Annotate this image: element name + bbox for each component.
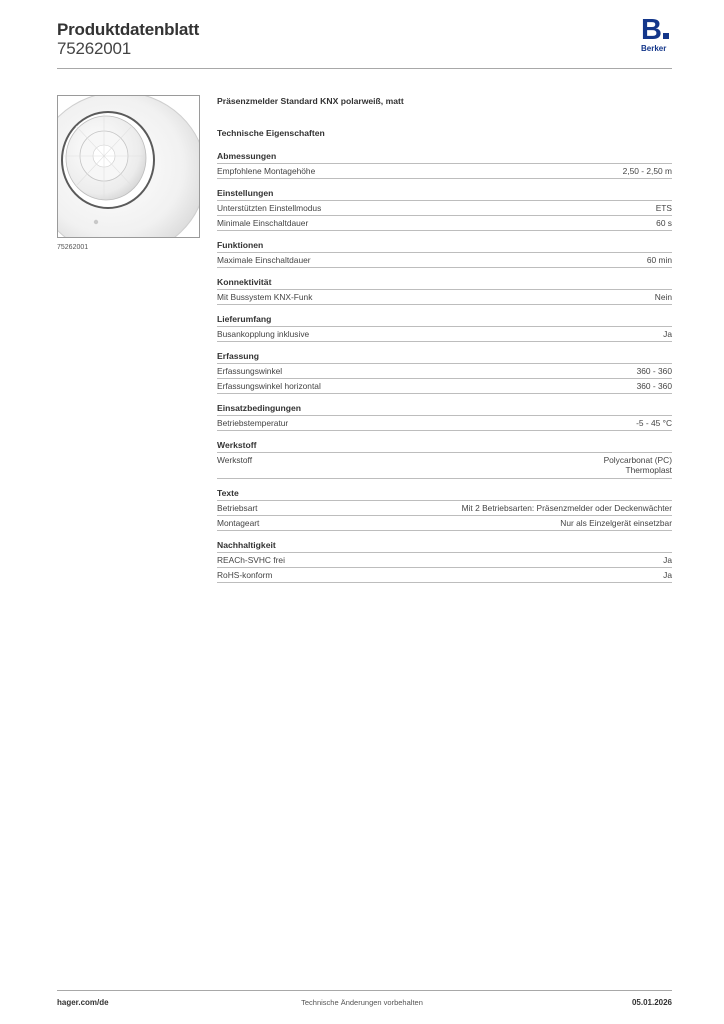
- product-image-caption: 75262001: [57, 244, 89, 251]
- spec-group-title: Erfassung: [217, 351, 672, 364]
- logo-dot: [663, 33, 669, 39]
- spec-value: [663, 555, 672, 565]
- spec-row: [217, 416, 672, 431]
- spec-label: Empfohlene Montagehöhe: [217, 166, 316, 176]
- spec-value: [636, 418, 672, 428]
- spec-value-line: 360 - 360: [636, 381, 672, 391]
- spec-label: Minimale Einschaltdauer: [217, 218, 309, 228]
- spec-label: Busankopplung inklusive: [217, 329, 310, 339]
- footer-website: hager.com/de: [57, 998, 109, 1007]
- spec-value: [656, 218, 672, 228]
- spec-value: [647, 255, 672, 265]
- product-name: Präsenzmelder Standard KNX polarweiß, matt: [217, 96, 404, 106]
- spec-value: [560, 518, 672, 528]
- spec-row: [217, 327, 672, 342]
- spec-label: Maximale Einschaltdauer: [217, 255, 311, 265]
- spec-group-title: Abmessungen: [217, 151, 672, 164]
- spec-group-title: Werkstoff: [217, 440, 672, 453]
- spec-value-line: Ja: [663, 570, 672, 580]
- spec-group: [217, 540, 672, 583]
- spec-group: [217, 188, 672, 231]
- spec-groups: [217, 151, 672, 583]
- spec-group-title: Funktionen: [217, 240, 672, 253]
- spec-row: [217, 516, 672, 531]
- spec-row: [217, 290, 672, 305]
- spec-label: Betriebsart: [217, 503, 258, 513]
- article-number: 75262001: [57, 39, 132, 58]
- spec-group: [217, 403, 672, 431]
- spec-value-line: -5 - 45 °C: [636, 418, 672, 428]
- spec-group-title: Texte: [217, 488, 672, 501]
- spec-label: RoHS-konform: [217, 570, 273, 580]
- header-divider: [57, 68, 672, 69]
- spec-value-line: 60 min: [646, 255, 672, 265]
- spec-row: [217, 164, 672, 179]
- spec-label: Montageart: [217, 518, 260, 528]
- spec-value: [637, 366, 672, 376]
- spec-label: Erfassungswinkel horizontal: [217, 381, 321, 391]
- spec-value-line: Nur als Einzelgerät einsetzbar: [560, 518, 672, 528]
- spec-row: [217, 453, 672, 479]
- spec-label: Unterstützten Einstellmodus: [217, 203, 322, 213]
- spec-value: [656, 203, 672, 213]
- spec-value-line: Polycarbonat (PC): [603, 455, 672, 465]
- spec-group: [217, 488, 672, 531]
- spec-value: [663, 570, 672, 580]
- spec-row: [217, 216, 672, 231]
- spec-value-line: Ja: [663, 329, 672, 339]
- section-title: Technische Eigenschaften: [217, 128, 325, 138]
- spec-value: [462, 503, 672, 513]
- footer-notice: Technische Änderungen vorbehalten: [301, 998, 423, 1007]
- spec-row: [217, 379, 672, 394]
- spec-content: [217, 96, 672, 583]
- spec-row: [217, 253, 672, 268]
- spec-value-line: 60 s: [656, 218, 672, 228]
- spec-group: [217, 314, 672, 342]
- logo-letter: B: [641, 14, 662, 46]
- spec-value: [637, 381, 672, 391]
- spec-group-title: Einstellungen: [217, 188, 672, 201]
- product-image: [57, 95, 200, 238]
- spec-value-line: Thermoplast: [625, 465, 672, 475]
- spec-row: [217, 553, 672, 568]
- spec-row: [217, 364, 672, 379]
- berker-logo: [639, 16, 675, 53]
- spec-group-title: Nachhaltigkeit: [217, 540, 672, 553]
- motion-detector-illustration: [58, 96, 199, 237]
- spec-value-line: 2,50 - 2,50 m: [622, 166, 672, 176]
- spec-label: Erfassungswinkel: [217, 366, 283, 376]
- spec-group: [217, 351, 672, 394]
- spec-label: REACh-SVHC frei: [217, 555, 285, 565]
- spec-value-line: 360 - 360: [636, 366, 672, 376]
- spec-group: [217, 151, 672, 179]
- logo-text: Berker: [641, 44, 667, 53]
- logo-mark: [641, 16, 675, 44]
- spec-row: [217, 501, 672, 516]
- spec-value: [655, 292, 672, 302]
- spec-row: [217, 201, 672, 216]
- spec-label: Betriebstemperatur: [217, 418, 289, 428]
- spec-value-line: Mit 2 Betriebsarten: Präsenzmelder oder Deckenwächter: [461, 503, 672, 513]
- spec-group: [217, 277, 672, 305]
- spec-group-title: Lieferumfang: [217, 314, 672, 327]
- spec-value-line: ETS: [655, 203, 672, 213]
- spec-value-line: Nein: [654, 292, 672, 302]
- spec-value: [663, 329, 672, 339]
- spec-group-title: Einsatzbedingungen: [217, 403, 672, 416]
- spec-group: [217, 440, 672, 479]
- doc-title: Produktdatenblatt: [57, 20, 200, 39]
- footer-date: 05.01.2026: [631, 998, 672, 1007]
- spec-row: [217, 568, 672, 583]
- spec-value: [604, 455, 672, 475]
- footer-divider: [57, 990, 672, 991]
- spec-label: Mit Bussystem KNX-Funk: [217, 292, 313, 302]
- spec-label: Werkstoff: [217, 455, 253, 465]
- spec-group: [217, 240, 672, 268]
- spec-group-title: Konnektivität: [217, 277, 672, 290]
- spec-value-line: Ja: [663, 555, 672, 565]
- spec-value: [623, 166, 672, 176]
